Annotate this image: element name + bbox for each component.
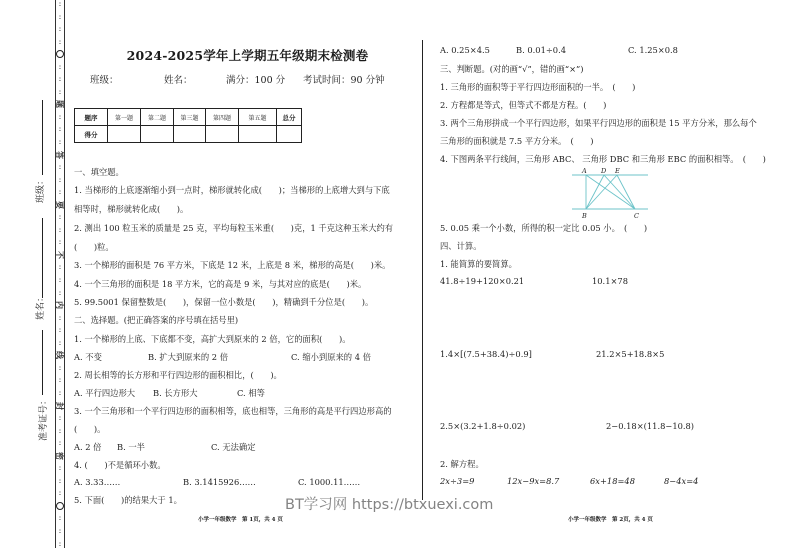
choice-q3-line2: ( )。 — [74, 424, 106, 434]
choice-q3-option-a: A. 2 倍 — [74, 442, 102, 452]
section3-heading: 三、判断题。(对的画“√”，错的画“×”) — [440, 64, 584, 74]
seal-line-text: : : : : : : : 题 : : : 答 : : : 要 : : : 不 : : : 内 : : : 线 : : : 封 : : : 密 : : : : : : — [55, 0, 65, 548]
name-label: 姓名： — [164, 75, 193, 86]
choice-q5-option-b: B. 0.01÷0.4 — [516, 45, 566, 55]
choice-q3-option-c: C. 无法确定 — [211, 442, 256, 452]
choice-q4: 4. ( )不是循环小数。 — [74, 460, 166, 470]
score-cell[interactable] — [108, 126, 141, 143]
name-field-label: 姓名： — [36, 292, 47, 321]
id-field-rule — [42, 330, 43, 395]
label-a: A — [582, 167, 587, 175]
label-e: E — [615, 167, 620, 175]
choice-q2-option-c: C. 相等 — [237, 388, 265, 398]
header-cell: 第二题 — [141, 109, 174, 126]
choice-q2-option-a: A. 平行四边形大 — [74, 388, 136, 398]
exam-title: 2024-2025学年上学期五年级期末检测卷 — [126, 48, 369, 63]
score-table-header — [75, 109, 302, 126]
judge-q3-line1: 3. 两个三角形拼成一个平行四边形，如果平行四边形的面积是 15 平方分米，那么每个 — [440, 118, 757, 128]
score-cell[interactable] — [277, 126, 302, 143]
equation-1: 2x÷3=9 — [440, 476, 475, 486]
choice-q1-option-b: B. 扩大到原来的 2 倍 — [148, 352, 229, 362]
score-cell[interactable] — [141, 126, 174, 143]
exam-id-field-label: 准考证号： — [39, 395, 50, 442]
choice-q3-line1: 3. 一个三角形和一个平行四边形的面积相等，底也相等，三角形的高是平行四边形高的 — [74, 406, 392, 416]
choice-q3-option-b: B. 一半 — [117, 442, 145, 452]
score-cell[interactable] — [206, 126, 239, 143]
judge-q5: 5. 0.05 乘一个小数，所得的积一定比 0.05 小。 ( ) — [440, 223, 648, 233]
section1-heading: 一、填空题。 — [74, 167, 124, 177]
calc-sub2: 2. 解方程。 — [440, 459, 484, 469]
section2-heading: 二、选择题。(把正确答案的序号填在括号里) — [74, 315, 239, 325]
exam-time: 考试时间：90 分钟 — [303, 75, 385, 86]
choice-q2: 2. 周长相等的长方形和平行四边形的面积相比，( )。 — [74, 370, 282, 380]
parallel-triangles-figure — [560, 165, 660, 221]
choice-q1-option-a: A. 不变 — [74, 352, 102, 362]
watermark: BT学习网 https://btxuexi.com — [285, 497, 494, 513]
calc-expr-1: 41.8÷19+120×0.21 — [440, 276, 525, 286]
page-divider — [422, 40, 423, 500]
page2-footer: 小学一年级数学 第 2页，共 4 页 — [568, 517, 653, 523]
judge-q1: 1. 三角形的面积等于平行四边形面积的一半。 ( ) — [440, 82, 636, 92]
header-cell: 总分 — [277, 109, 302, 126]
fill-q2-line1: 2. 测出 100 粒玉米的质量是 25 克，平均每粒玉米重( )克，1 千克这种玉米大约有 — [74, 223, 394, 233]
choice-q5: 5. 下面( )的结果大于 1。 — [74, 495, 182, 505]
calc-expr-5: 2.5×(3.2+1.8÷0.02) — [440, 421, 526, 431]
header-cell: 第三题 — [174, 109, 206, 126]
seal-char: 密 — [55, 451, 65, 460]
seal-char: 线 — [55, 351, 65, 360]
choice-q5-option-c: C. 1.25×0.8 — [628, 45, 678, 55]
score-table-row — [75, 126, 302, 143]
seal-circle-top — [56, 50, 64, 58]
full-score: 满分：100 分 — [226, 75, 286, 86]
section4-heading: 四、计算。 — [440, 241, 482, 251]
calc-expr-6: 2−0.18×(11.8−10.8) — [606, 421, 695, 431]
seal-char: 不 — [55, 250, 65, 259]
judge-q3-line2: 三角形的面积就是 7.5 平方分米。 ( ) — [440, 136, 594, 146]
choice-q2-option-b: B. 长方形大 — [153, 388, 198, 398]
seal-char: 封 — [55, 401, 65, 410]
calc-expr-2: 10.1×78 — [592, 276, 628, 286]
calc-expr-3: 1.4×[(7.5+38.4)÷0.9] — [440, 349, 532, 359]
seal-char: 题 — [55, 100, 65, 109]
seal-char: 内 — [55, 301, 65, 310]
fill-q5: 5. 99.5001 保留整数是( )，保留一位小数是( )，精确到千分位是( )。 — [74, 297, 374, 307]
choice-q5-option-a: A. 0.25×4.5 — [440, 45, 490, 55]
row-label: 得分 — [75, 126, 108, 143]
calc-expr-4: 21.2×5+18.8×5 — [596, 349, 665, 359]
fill-q1-line2: 相等时，梯形就转化成( )。 — [74, 204, 189, 214]
seal-circle-bottom — [56, 502, 64, 510]
name-field-rule — [42, 218, 43, 298]
class-field-rule — [42, 100, 43, 175]
page1-footer: 小学一年级数学 第 1页，共 4 页 — [198, 517, 283, 523]
label-c: C — [634, 212, 639, 220]
choice-q4-option-b: B. 3.1415926…… — [183, 477, 256, 487]
header-cell: 题序 — [75, 109, 108, 126]
class-label: 班级： — [90, 75, 119, 86]
calc-sub1: 1. 能简算的要简算。 — [440, 259, 517, 269]
header-cell: 第一题 — [108, 109, 141, 126]
score-cell[interactable] — [174, 126, 206, 143]
score-table — [74, 108, 302, 143]
fill-q2-line2: ( )粒。 — [74, 242, 114, 252]
choice-q4-option-a: A. 3.33…… — [74, 477, 121, 487]
class-field-label: 班级： — [36, 175, 47, 204]
seal-char: 要 — [55, 200, 65, 209]
fill-q1-line1: 1. 当梯形的上底逐渐缩小到一点时，梯形就转化成( )；当梯形的上底增大到与下底 — [74, 185, 390, 195]
choice-q1: 1. 一个梯形的上底、下底都不变，高扩大到原来的 2 倍，它的面积( )。 — [74, 334, 351, 344]
equation-3: 6x+18=48 — [590, 476, 635, 486]
fill-q3: 3. 一个梯形的面积是 76 平方米，下底是 12 米，上底是 8 米，梯形的高是( )米。 — [74, 260, 391, 270]
equation-2: 12x−9x=8.7 — [507, 476, 560, 486]
header-cell: 第五题 — [239, 109, 277, 126]
seal-char: 答 — [55, 150, 65, 159]
choice-q4-option-c: C. 1000.11…… — [298, 477, 361, 487]
header-cell: 第四题 — [206, 109, 239, 126]
equation-4: 8−4x=4 — [664, 476, 699, 486]
fill-q4: 4. 一个三角形的面积是 18 平方米，它的高是 9 米，与其对应的底是( )米。 — [74, 279, 367, 289]
label-b: B — [582, 212, 587, 220]
judge-q4: 4. 下图两条平行线间，三角形 ABC、 三角形 DBC 和三角形 EBC 的面积相等。 ( ) — [440, 154, 766, 164]
label-d: D — [601, 167, 607, 175]
choice-q1-option-c: C. 缩小到原来的 4 倍 — [291, 352, 371, 362]
score-cell[interactable] — [239, 126, 277, 143]
judge-q2: 2. 方程都是等式，但等式不都是方程。( ) — [440, 100, 607, 110]
